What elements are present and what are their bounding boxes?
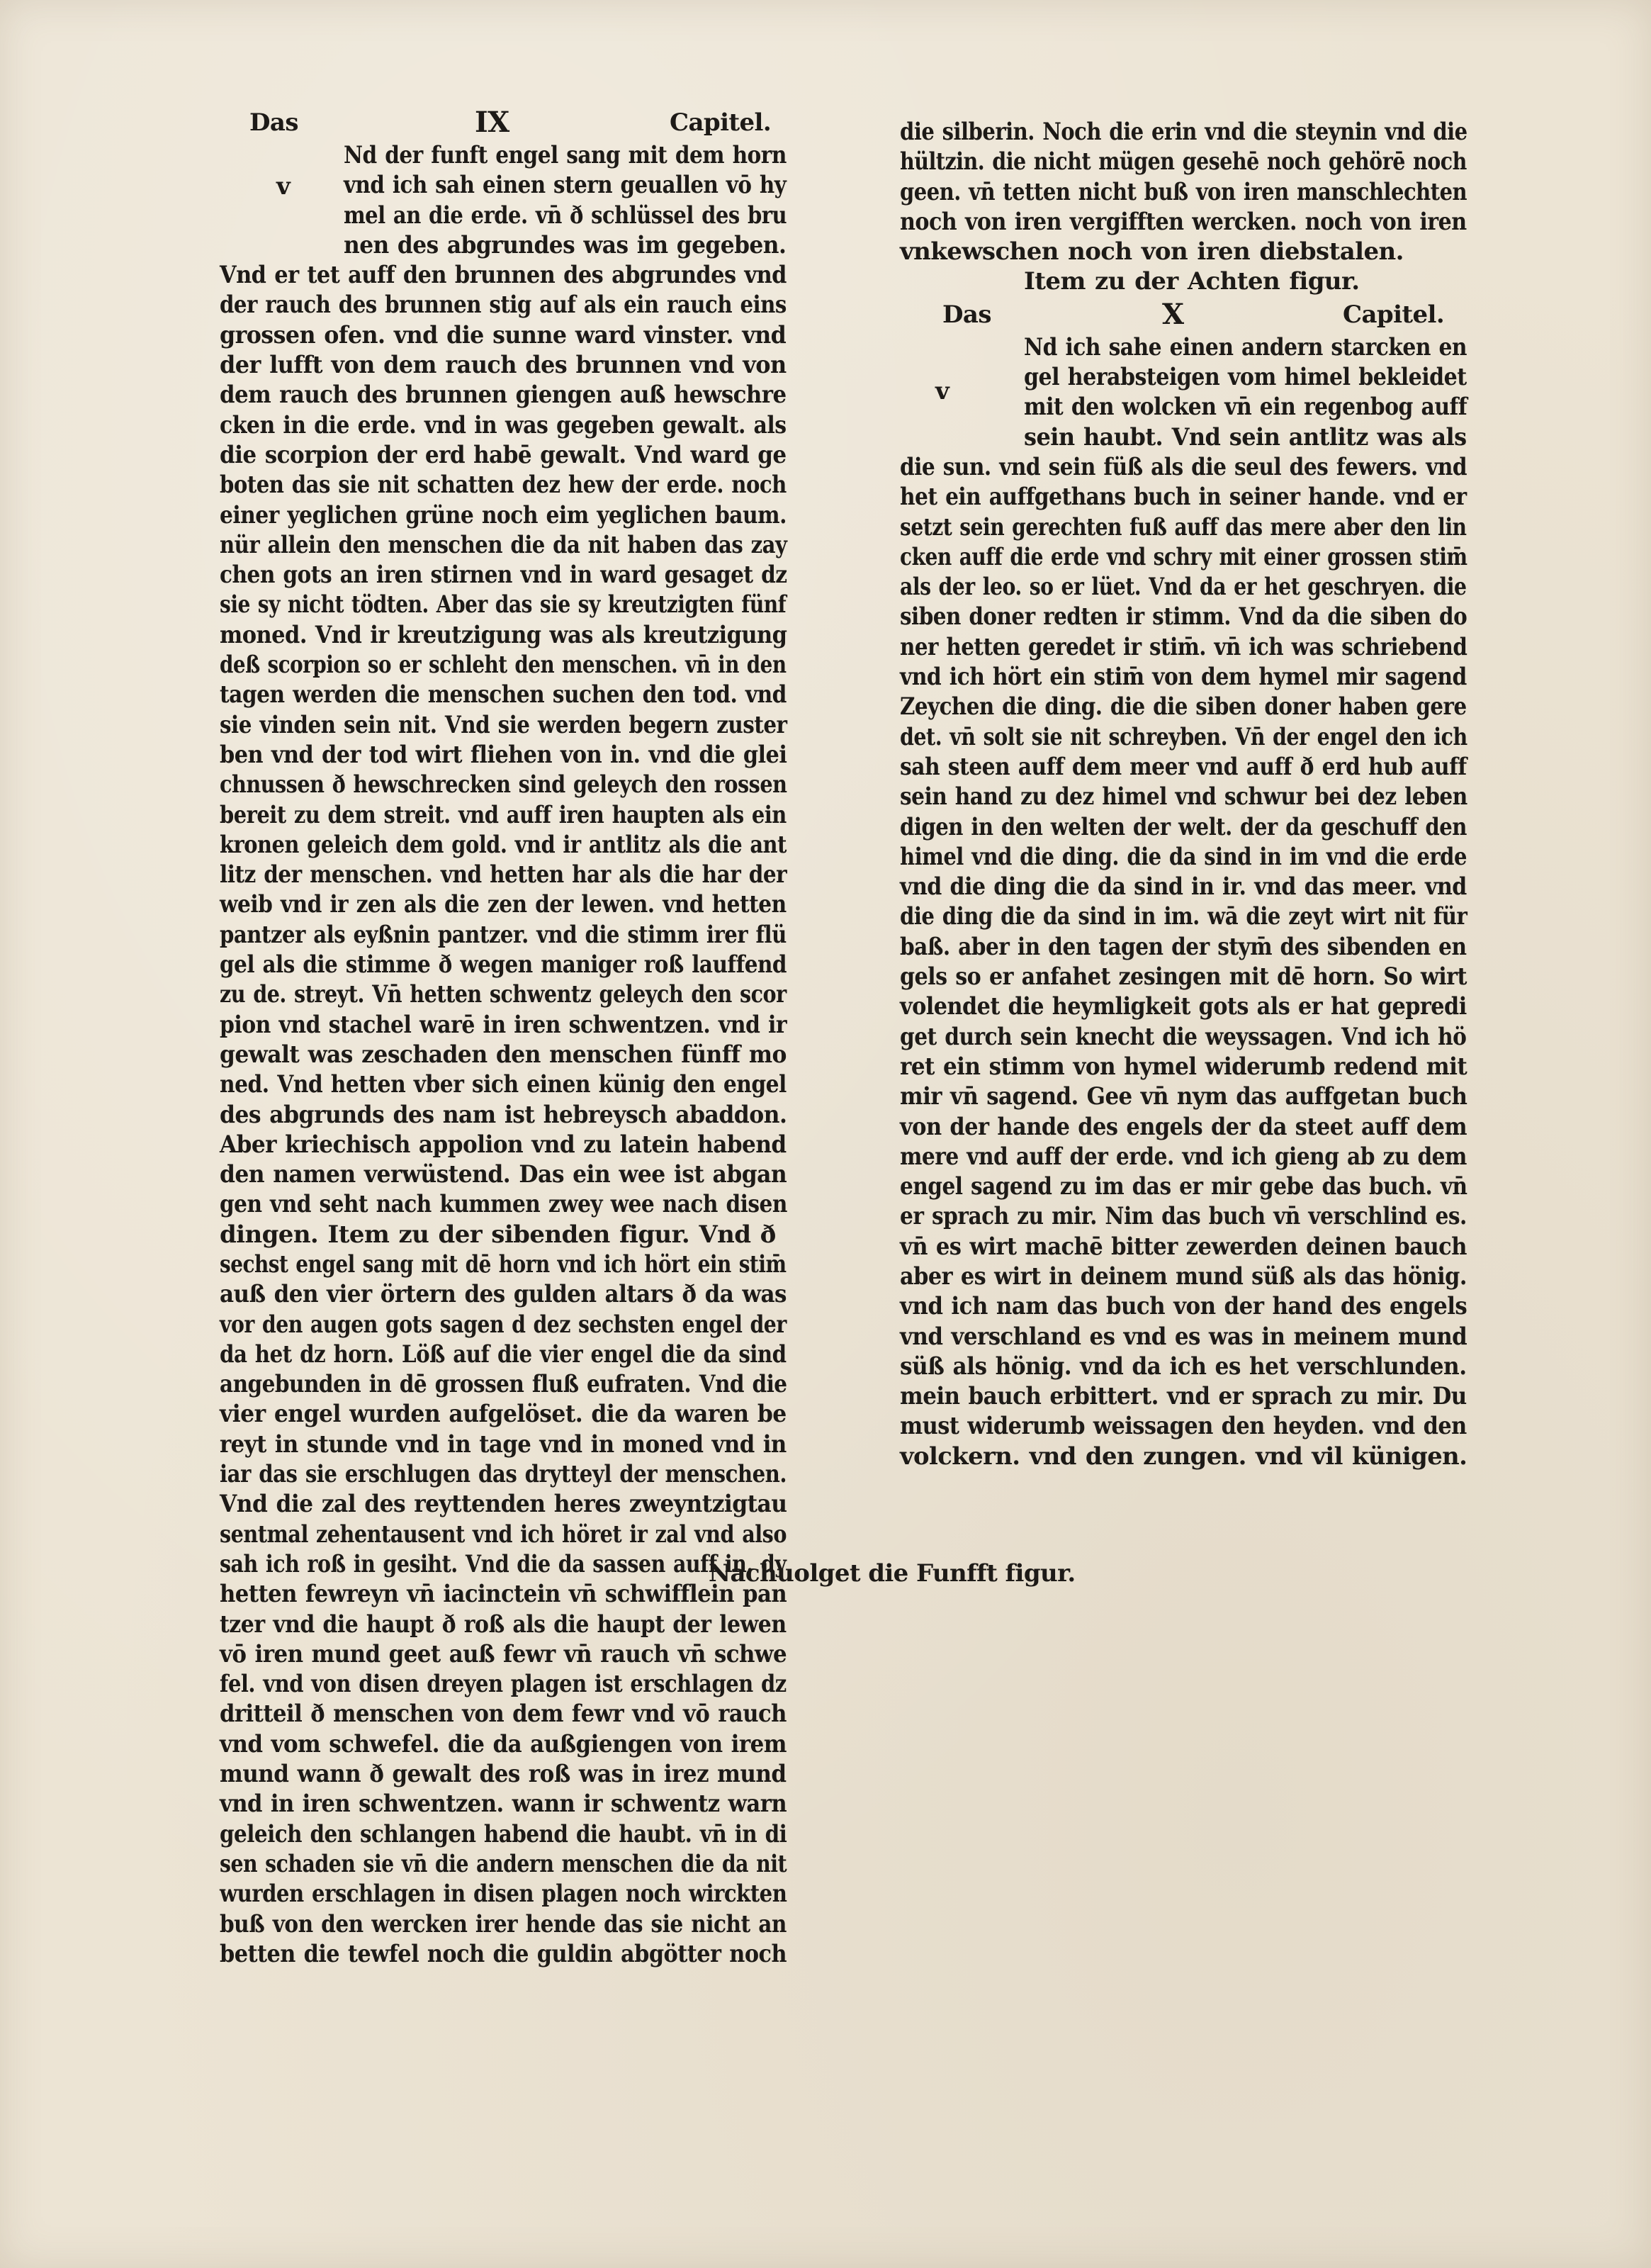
text-line: er sprach zu mir. Nim das buch vn̄ verschlind es. [900, 1202, 1467, 1231]
text-line: vnd ich sah einen stern geuallen vō hy [344, 171, 787, 200]
right-text-column [900, 117, 1467, 1471]
text-line: sechst engel sang mit dē horn vnd ich hört ein stim̄ [220, 1250, 787, 1279]
text-line: volendet die heymligkeit gots als er hat gepredi [900, 992, 1467, 1021]
text-line: ret ein stimm von hymel widerumb redend mit [900, 1052, 1467, 1081]
text-line: gel als die stimme ð wegen maniger roß lauffend [220, 950, 787, 979]
closing-rubric: Nachuolget die Funfft figur. [709, 1559, 1076, 1588]
text-line: Vnd die zal des reyttenden heres zweyntzigtau [220, 1490, 787, 1519]
text-line: deß scorpion so er schleht den menschen. vn̄ in den [220, 651, 787, 680]
text-line: sah steen auff dem meer vnd auff ð erd hub auff [900, 752, 1467, 781]
text-line: wurden erschlagen in disen plagen noch wirckten [220, 1880, 787, 1909]
text-line: sah ich roß in gesiht. Vnd die da sassen auff in. dy [220, 1549, 787, 1578]
text-line: auß den vier örtern des gulden altars ð da was [220, 1280, 787, 1309]
text-line: setzt sein gerechten fuß auff das mere aber den lin [900, 512, 1467, 541]
text-line: gels so er anfahet zesingen mit dē horn. So wirt [900, 962, 1467, 992]
text-line: mit den wolcken vn̄ ein regenbog auff [1024, 393, 1467, 422]
text-line: vnd verschland es vnd es was in meinem mund [900, 1322, 1467, 1351]
text-line: tzer vnd die haupt ð roß als die haupt der lewen [220, 1610, 787, 1639]
text-line: Item zu der Achten figur. [1024, 267, 1360, 296]
text-line: buß von den wercken irer hende das sie nicht an [220, 1909, 787, 1938]
text-line: fel. vnd von disen dreyen plagen ist erschlagen dz [220, 1670, 787, 1699]
text-line: nen des abgrundes was im gegeben. [344, 230, 787, 259]
text-line: vor den augen gots sagen d dez sechsten engel der [220, 1310, 787, 1339]
text-line: vnd ich hört ein stim̄ von dem hymel mir sagend [900, 663, 1467, 692]
text-line: vō iren mund geet auß fewr vn̄ rauch vn̄ schwe [220, 1639, 787, 1668]
text-line: hetten fewreyn vn̄ iacinctein vn̄ schwifflein pan [220, 1580, 787, 1609]
text-line: engel sagend zu im das er mir gebe das buch. vn̄ [900, 1172, 1467, 1201]
text-line: pion vnd stachel warē in iren schwentzen. vnd ir [220, 1010, 787, 1039]
text-line: sentmal zehentausent vnd ich höret ir zal vnd also [220, 1520, 787, 1549]
text-line: des abgrunds des nam ist hebreysch abaddon. [220, 1100, 787, 1129]
text-line: volckern. vnd den zungen. vnd vil künigen. [900, 1442, 1467, 1471]
text-line: noch von iren vergifften wercken. noch von iren [900, 207, 1467, 236]
text-line: betten die tewfel noch die guldin abgötter noch [220, 1939, 787, 1968]
text-line: der rauch des brunnen stig auf als ein rauch eins [220, 291, 787, 320]
heading-das: Das [249, 108, 298, 137]
text-line: sein hand zu dez himel vnd schwur bei dez leben [900, 782, 1467, 812]
text-line: cken in die erde. vnd in was gegeben gewalt. als [220, 410, 787, 439]
text-line: vnd vom schwefel. die da außgiengen von irem [220, 1729, 787, 1758]
chapter-number: IX [475, 106, 509, 139]
guide-letter: v [276, 172, 291, 201]
text-line: mere vnd auff der erde. vnd ich gieng ab zu dem [900, 1142, 1467, 1171]
text-line: Nd der funft engel sang mit dem horn [344, 141, 787, 169]
text-line: als der leo. so er lüet. Vnd da er het geschryen. die [900, 573, 1467, 602]
text-line: Aber kriechisch appolion vnd zu latein habend [220, 1130, 787, 1159]
text-line: chen gots an iren stirnen vnd in ward gesaget dz [220, 561, 787, 590]
text-line: bereit zu dem streit. vnd auff iren haupten als ein [220, 800, 787, 829]
text-line: sie vinden sein nit. Vnd sie werden begern zuster [220, 710, 787, 739]
text-line: must widerumb weissagen den heyden. vnd den [900, 1412, 1467, 1441]
text-line: aber es wirt in deinem mund süß als das hönig. [900, 1262, 1467, 1291]
text-line: die scorpion der erd habē gewalt. Vnd ward ge [220, 440, 787, 469]
text-line: iar das sie erschlugen das drytteyl der menschen. [220, 1460, 787, 1489]
text-line: moned. Vnd ir kreutzigung was als kreutzigung [220, 620, 787, 649]
text-line: boten das sie nit schatten dez hew der erde. noch [220, 471, 787, 500]
chapter-number: X [1162, 297, 1184, 331]
text-line: mein bauch erbittert. vnd er sprach zu mir. Du [900, 1382, 1467, 1411]
text-line: süß als hönig. vnd da ich es het verschlunden. [900, 1352, 1467, 1381]
text-line: mel an die erde. vn̄ ð schlüssel des bru [344, 201, 787, 230]
text-line: die sun. vnd sein füß als die seul des fewers. vnd [900, 452, 1467, 481]
text-line: dritteil ð menschen von dem fewr vnd vō rauch [220, 1700, 787, 1729]
text-line: weib vnd ir zen als die zen der lewen. vnd hetten [220, 890, 787, 919]
left-text-column [220, 105, 787, 1969]
text-line: digen in den welten der welt. der da geschuff den [900, 812, 1467, 841]
text-line: Vnd er tet auff den brunnen des abgrundes vnd [220, 261, 787, 290]
text-line: vnkewschen noch von iren diebstalen. [900, 237, 1404, 266]
text-line: get durch sein knecht die weyssagen. Vnd ich hö [900, 1022, 1467, 1051]
text-line: die ding die da sind in im. wā die zeyt wirt nit für [900, 902, 1467, 931]
text-line: die silberin. Noch die erin vnd die steynin vnd die [900, 118, 1467, 146]
text-line: geleich den schlangen habend die haubt. vn̄ in di [220, 1819, 787, 1848]
text-line: vier engel wurden aufgelöset. die da waren be [220, 1400, 787, 1429]
text-line: angebunden in dē grossen fluß eufraten. Vnd die [220, 1370, 787, 1399]
chapter-x-text [900, 332, 1467, 1471]
text-line: sie sy nicht tödten. Aber das sie sy kreutzigten fünf [220, 590, 787, 619]
text-line: mund wann ð gewalt des roß was in irez mund [220, 1760, 787, 1789]
text-line: chnussen ð hewschrecken sind geleych den rossen [220, 770, 787, 799]
chapter-heading-x [900, 297, 1467, 332]
text-line: dingen. Item zu der sibenden figur. Vnd ð [220, 1220, 776, 1249]
guide-letter: v [935, 377, 950, 405]
text-line: Nd ich sahe einen andern starcken en [1024, 332, 1467, 361]
heading-das: Das [942, 300, 991, 329]
text-line: nür allein den menschen die da nit haben das zay [220, 530, 787, 559]
text-line: gel herabsteigen vom himel bekleidet [1024, 363, 1467, 392]
text-line: ben vnd der tod wirt fliehen von in. vnd die glei [220, 740, 787, 769]
text-line: dem rauch des brunnen giengen auß hewschre [220, 381, 787, 410]
text-line: vnd in iren schwentzen. wann ir schwentz warn [220, 1790, 787, 1819]
chapter-heading-ix [220, 105, 787, 140]
text-line: vnd ich nam das buch von der hand des engels [900, 1292, 1467, 1321]
text-line: geen. vn̄ tetten nicht buß von iren manschlechten [900, 177, 1467, 206]
text-line: det. vn̄ solt sie nit schreyben. Vn̄ der engel den ich [900, 722, 1467, 751]
text-line: der lufft von dem rauch des brunnen vnd von [220, 351, 787, 380]
text-line: ner hetten geredet ir stim̄. vn̄ ich was schriebend [900, 632, 1467, 661]
text-line: reyt in stunde vnd in tage vnd in moned vnd in [220, 1430, 787, 1459]
heading-capitel: Capitel. [1343, 300, 1445, 329]
text-line: baß. aber in den tagen der stym̄ des sibenden en [900, 932, 1467, 961]
text-line: ned. Vnd hetten vber sich einen künig den engel [220, 1070, 787, 1099]
text-line: himel vnd die ding. die da sind in im vnd die erde [900, 842, 1467, 871]
text-line: pantzer als eyßnin pantzer. vnd die stimm irer flü [220, 920, 787, 949]
chapter-ix-continued-text [900, 117, 1467, 297]
text-line: tagen werden die menschen suchen den tod. vnd [220, 680, 787, 709]
chapter-ix-text [220, 140, 787, 1969]
text-line: hültzin. die nicht mügen gesehē noch gehörē noch [900, 147, 1467, 176]
text-line: grossen ofen. vnd die sunne ward vinster. vnd [220, 320, 787, 349]
text-line: Zeychen die ding. die die siben doner haben gere [900, 692, 1467, 722]
text-line: het ein auffgethans buch in seiner hande. vnd er [900, 483, 1467, 512]
text-line: zu de. streyt. Vn̄ hetten schwentz geleych den scor [220, 980, 787, 1009]
text-line: kronen geleich dem gold. vnd ir antlitz als die ant [220, 830, 787, 859]
text-line: von der hande des engels der da steet auff dem [900, 1112, 1467, 1141]
heading-capitel: Capitel. [670, 108, 772, 137]
text-line: siben doner redten ir stimm. Vnd da die siben do [900, 602, 1467, 631]
text-line: litz der menschen. vnd hetten har als die har der [220, 860, 787, 889]
text-line: gen vnd seht nach kummen zwey wee nach disen [220, 1190, 787, 1219]
text-line: gewalt was zeschaden den menschen fünff mo [220, 1040, 787, 1069]
text-line: mir vn̄ sagend. Gee vn̄ nym das auffgetan buch [900, 1082, 1467, 1111]
text-line: sein haubt. Vnd sein antlitz was als [1024, 422, 1467, 451]
text-line: vnd die ding die da sind in ir. vnd das meer. vnd [900, 872, 1467, 902]
text-line: da het dz horn. Löß auf die vier engel die da sind [220, 1340, 787, 1369]
text-line: einer yeglichen grüne noch eim yeglichen baum. [220, 500, 787, 529]
text-line: cken auff die erde vnd schry mit einer grossen stim̄ [900, 542, 1467, 571]
text-line: vn̄ es wirt machē bitter zewerden deinen bauch [900, 1232, 1467, 1261]
text-line: den namen verwüstend. Das ein wee ist abgan [220, 1160, 787, 1189]
text-line: sen schaden sie vn̄ die andern menschen die da nit [220, 1849, 787, 1878]
